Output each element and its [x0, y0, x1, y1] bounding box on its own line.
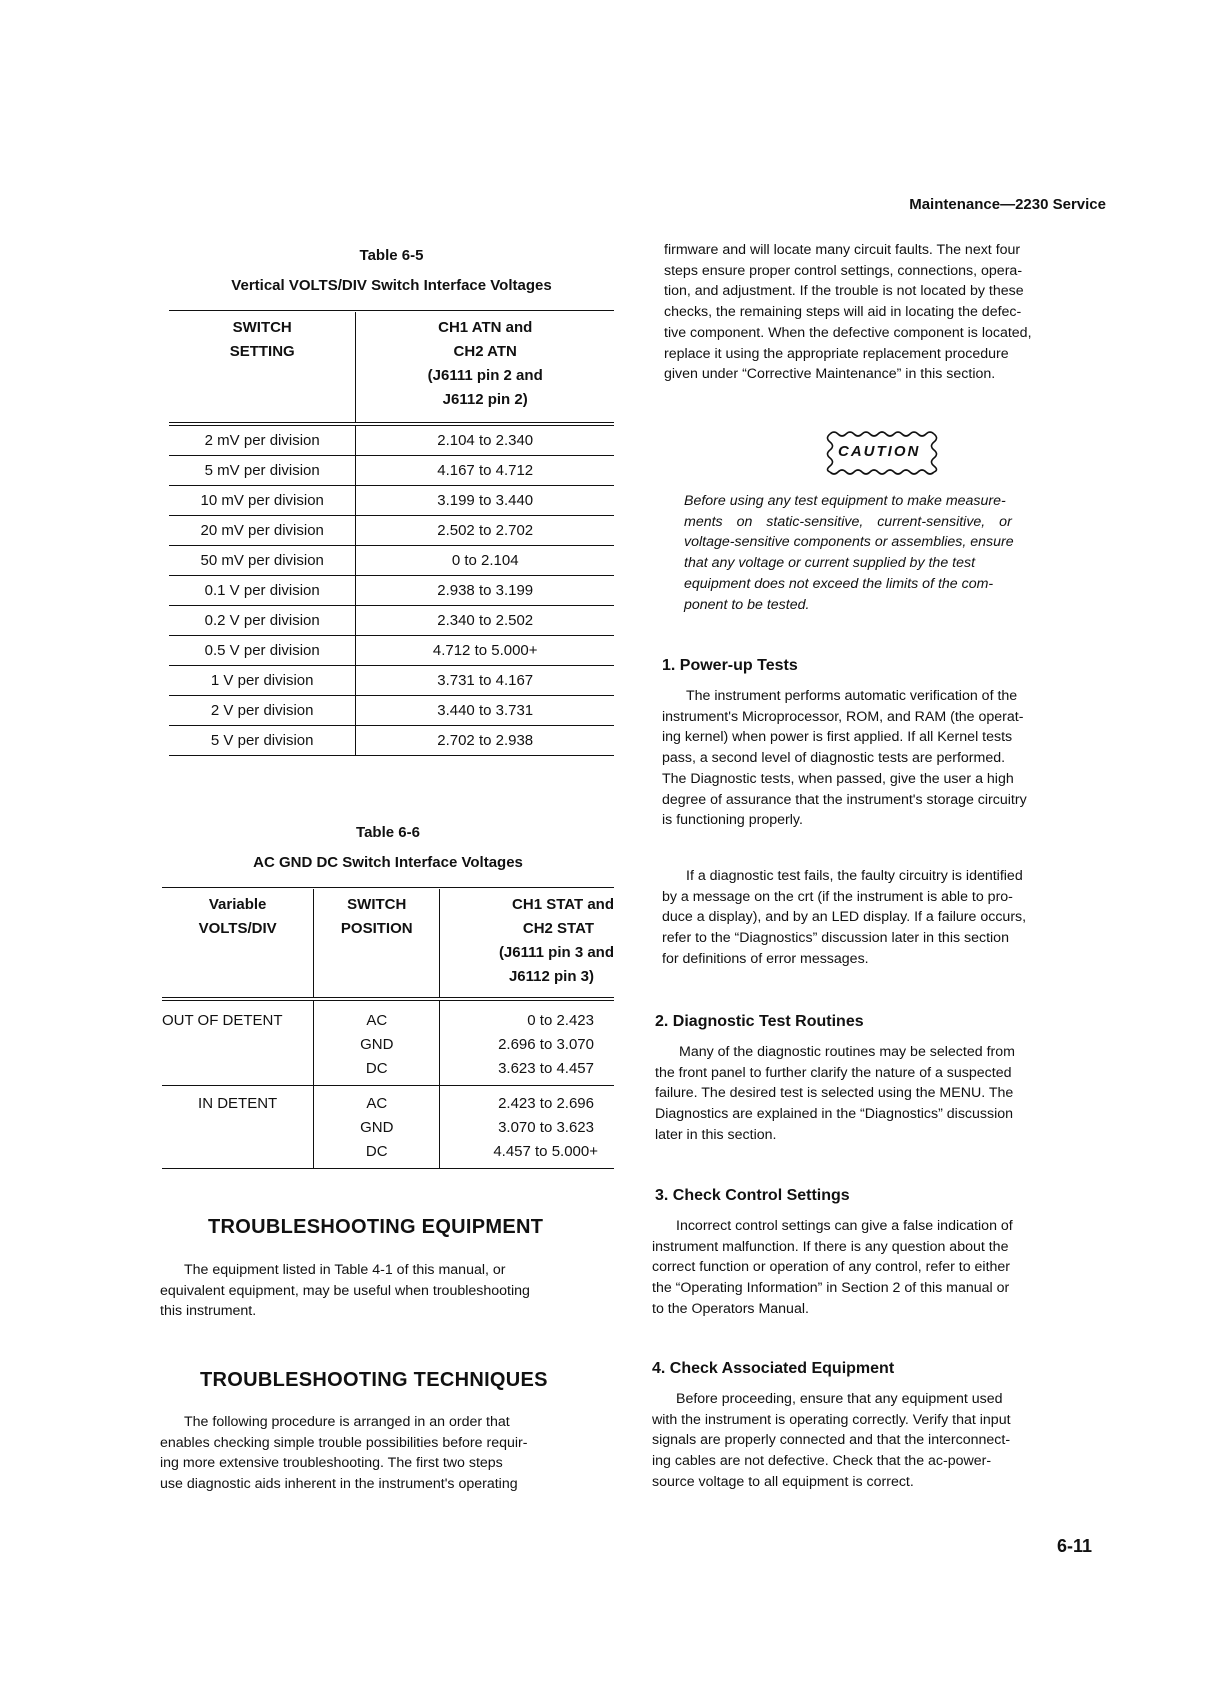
text-line: instrument's Microprocessor, ROM, and RAM (the operat-: [662, 708, 1024, 725]
text-line: equipment does not exceed the limits of the com-: [684, 575, 994, 592]
table-6-5-body: [169, 424, 614, 756]
voltage-cell: 0 to 2.423: [527, 1012, 594, 1029]
text-line: ing cables are not defective. Check that the ac-power-: [652, 1453, 992, 1470]
setting-cell: 2 mV per division: [169, 424, 356, 456]
table-6-5-top-rule: [169, 310, 614, 311]
voltage-cell: 4.712 to 5.000+: [356, 636, 614, 666]
setting-cell: 5 mV per division: [169, 456, 356, 486]
text-line: Incorrect control settings can give a false indication of: [676, 1218, 1013, 1234]
voltage-cell: 3.070 to 3.623: [498, 1119, 594, 1136]
voltage-cell: 4.167 to 4.712: [356, 456, 614, 486]
setting-cell: 10 mV per division: [169, 486, 356, 516]
position-cell: AC: [314, 1086, 440, 1117]
text-line: that any voltage or current supplied by the test: [684, 555, 976, 572]
text-line: The following procedure is arranged in an order that: [184, 1414, 510, 1430]
variable-cell: OUT OF DETENT: [162, 999, 314, 1086]
text-line: instrument malfunction. If there is any question about the: [652, 1238, 1009, 1255]
text-line: degree of assurance that the instrument's storage circuitry: [662, 791, 1027, 808]
table-row: [169, 726, 614, 756]
table-6-6-col-voltage-header: [440, 889, 614, 999]
table-6-6-col-position-header: [314, 889, 440, 999]
table-6-6-group-out: [162, 999, 614, 1086]
step-2-heading: 2. Diagnostic Test Routines: [655, 1013, 864, 1030]
table-row: [169, 486, 614, 516]
table-row: [169, 606, 614, 636]
running-header: Maintenance—2230 Service: [909, 196, 1106, 213]
table-6-5-title: Vertical VOLTS/DIV Switch Interface Voltages: [231, 277, 552, 294]
text-line: The instrument performs automatic verification of the: [686, 688, 1018, 704]
troubleshooting-techniques-text: [160, 1412, 612, 1495]
voltage-cell: 2.423 to 2.696: [498, 1095, 594, 1112]
table-row: [169, 456, 614, 486]
voltage-cell: 3.731 to 4.167: [356, 666, 614, 696]
caution-box: [820, 428, 950, 478]
text-line: by a message on the crt (if the instrument is able to pro-: [662, 888, 1013, 905]
header-line: J6112 pin 3): [508, 968, 594, 985]
table-row: [162, 1086, 614, 1117]
table-row: [169, 424, 614, 456]
text-line: voltage-sensitive components or assemblies, ensure: [684, 534, 1014, 551]
voltage-cell: 4.457 to 5.000+: [493, 1143, 598, 1160]
step-1-heading: 1. Power-up Tests: [662, 657, 798, 674]
position-cell: GND: [314, 1033, 440, 1057]
setting-cell: 2 V per division: [169, 696, 356, 726]
text-line: The equipment listed in Table 4-1 of this manual, or: [184, 1262, 506, 1278]
text-line: If a diagnostic test fails, the faulty circuitry is identified: [686, 868, 1023, 884]
table-6-6-group-in: [162, 1086, 614, 1169]
text-line: Many of the diagnostic routines may be selected from: [679, 1044, 1015, 1060]
text-line: enables checking simple trouble possibilities before requir-: [160, 1434, 528, 1451]
text-line: is functioning properly.: [662, 812, 803, 829]
header-line: CH1 STAT and: [512, 896, 614, 913]
table-row: [162, 999, 614, 1033]
header-line: SWITCH: [347, 896, 407, 913]
voltage-cell: 3.440 to 3.731: [356, 696, 614, 726]
continued-text: [664, 240, 1111, 385]
setting-cell: 0.5 V per division: [169, 636, 356, 666]
header-line: Variable: [208, 896, 267, 913]
text-line: ments on static-sensitive, current-sensitive, or: [684, 513, 1012, 530]
voltage-cell: 2.502 to 2.702: [356, 516, 614, 546]
text-line: with the instrument is operating correctly. Verify that input: [652, 1411, 1011, 1428]
table-6-6-title: AC GND DC Switch Interface Voltages: [253, 854, 523, 871]
header-line: VOLTS/DIV: [198, 920, 277, 937]
table-row: [169, 666, 614, 696]
position-cell: DC: [314, 1057, 440, 1086]
voltage-cell: 3.623 to 4.457: [498, 1060, 594, 1077]
table-6-6-number: Table 6-6: [356, 824, 420, 841]
table-row: [169, 576, 614, 606]
text-line: ponent to be tested.: [684, 596, 810, 613]
setting-cell: 1 V per division: [169, 666, 356, 696]
text-line: later in this section.: [655, 1126, 777, 1143]
step-2-paragraph: [655, 1042, 1104, 1146]
header-line: CH2 ATN: [453, 343, 517, 360]
table-6-5-number: Table 6-5: [359, 247, 424, 264]
table-6-6: [162, 889, 614, 1169]
text-line: to the Operators Manual.: [652, 1300, 809, 1317]
header-line: POSITION: [340, 920, 413, 937]
table-row: [169, 696, 614, 726]
position-cell: DC: [314, 1140, 440, 1169]
text-line: the “Operating Information” in Section 2 of this manual or: [652, 1280, 1010, 1297]
header-line: CH2 STAT: [522, 920, 594, 937]
table-row: [169, 636, 614, 666]
table-6-5-col-voltage-header: [356, 312, 614, 424]
troubleshooting-equipment-text: [160, 1260, 612, 1322]
text-line: steps ensure proper control settings, connections, opera-: [664, 262, 1023, 279]
voltage-cell: 2.340 to 2.502: [356, 606, 614, 636]
text-line: ing more extensive troubleshooting. The first two steps: [160, 1455, 503, 1472]
troubleshooting-techniques-heading: TROUBLESHOOTING TECHNIQUES: [200, 1369, 548, 1391]
header-line: CH1 ATN and: [438, 319, 533, 336]
table-6-6-top-rule: [162, 887, 614, 888]
text-line: given under “Corrective Maintenance” in this section.: [664, 366, 996, 383]
header-line: J6112 pin 2): [442, 391, 528, 408]
table-6-6-col-variable-header: [162, 889, 314, 999]
position-cell: GND: [314, 1116, 440, 1140]
variable-cell: IN DETENT: [162, 1086, 314, 1169]
setting-cell: 50 mV per division: [169, 546, 356, 576]
step-3-paragraph: [652, 1216, 1104, 1320]
text-line: replace it using the appropriate replacement procedure: [664, 345, 1009, 362]
step-3-heading: 3. Check Control Settings: [655, 1187, 850, 1204]
step-1-paragraph-1: [662, 686, 1111, 831]
text-line: signals are properly connected and that the interconnect-: [652, 1432, 1011, 1449]
voltage-cell: 2.696 to 3.070: [498, 1036, 594, 1053]
page-number: 6-11: [1057, 1536, 1093, 1556]
text-line: The Diagnostic tests, when passed, give the user a high: [662, 770, 1014, 787]
text-line: duce a display), and by an LED display. If a failure occurs,: [662, 909, 1027, 926]
step-1-paragraph-2: [662, 866, 1111, 970]
text-line: ing kernel) when power is first applied. If all Kernel tests: [662, 729, 1013, 746]
setting-cell: 5 V per division: [169, 726, 356, 756]
table-row: [169, 546, 614, 576]
text-line: firmware and will locate many circuit faults. The next four: [664, 242, 1021, 258]
header-line: (J6111 pin 2 and: [427, 367, 543, 384]
text-line: Diagnostics are explained in the “Diagnostics” discussion: [655, 1106, 1014, 1123]
table-6-5-col-setting-header: [169, 312, 356, 424]
text-line: equivalent equipment, may be useful when troubleshooting: [160, 1282, 530, 1299]
text-line: tion, and adjustment. If the trouble is not located by these: [664, 283, 1024, 300]
text-line: this instrument.: [160, 1303, 257, 1320]
setting-cell: 0.1 V per division: [169, 576, 356, 606]
text-line: source voltage to all equipment is correct.: [652, 1473, 914, 1490]
caution-text: [684, 491, 1090, 615]
text-line: tive component. When the defective component is located,: [664, 324, 1032, 341]
table-6-5: [169, 312, 614, 756]
table-row: [169, 516, 614, 546]
text-line: correct function or operation of any control, refer to either: [652, 1259, 1011, 1276]
voltage-cell: 2.104 to 2.340: [437, 432, 534, 449]
troubleshooting-equipment-heading: TROUBLESHOOTING EQUIPMENT: [208, 1216, 544, 1238]
setting-cell: 0.2 V per division: [169, 606, 356, 636]
text-line: Before using any test equipment to make measure-: [684, 493, 1006, 509]
voltage-cell: 3.199 to 3.440: [356, 486, 614, 516]
text-line: failure. The desired test is selected using the MENU. The: [655, 1085, 1014, 1102]
caution-label: CAUTION: [838, 443, 921, 460]
text-line: pass, a second level of diagnostic tests are performed.: [662, 750, 1006, 767]
text-line: use diagnostic aids inherent in the instrument's operating: [160, 1476, 518, 1493]
text-line: checks, the remaining steps will aid in locating the defec-: [664, 304, 1022, 321]
position-cell: AC: [314, 999, 440, 1033]
header-line: (J6111 pin 3 and: [498, 944, 614, 961]
voltage-cell: 0 to 2.104: [356, 546, 614, 576]
text-line: Before proceeding, ensure that any equipment used: [676, 1391, 1003, 1407]
setting-cell: 20 mV per division: [169, 516, 356, 546]
voltage-cell: 2.938 to 3.199: [356, 576, 614, 606]
voltage-cell: 2.702 to 2.938: [356, 726, 614, 756]
step-4-heading: 4. Check Associated Equipment: [652, 1360, 895, 1377]
step-4-paragraph: [652, 1389, 1104, 1493]
header-line: SWITCH: [232, 319, 292, 336]
text-line: for definitions of error messages.: [662, 950, 869, 967]
text-line: the front panel to further clarify the nature of a suspected: [655, 1064, 1012, 1081]
text-line: refer to the “Diagnostics” discussion later in this section: [662, 930, 1009, 947]
header-line: SETTING: [229, 343, 295, 360]
